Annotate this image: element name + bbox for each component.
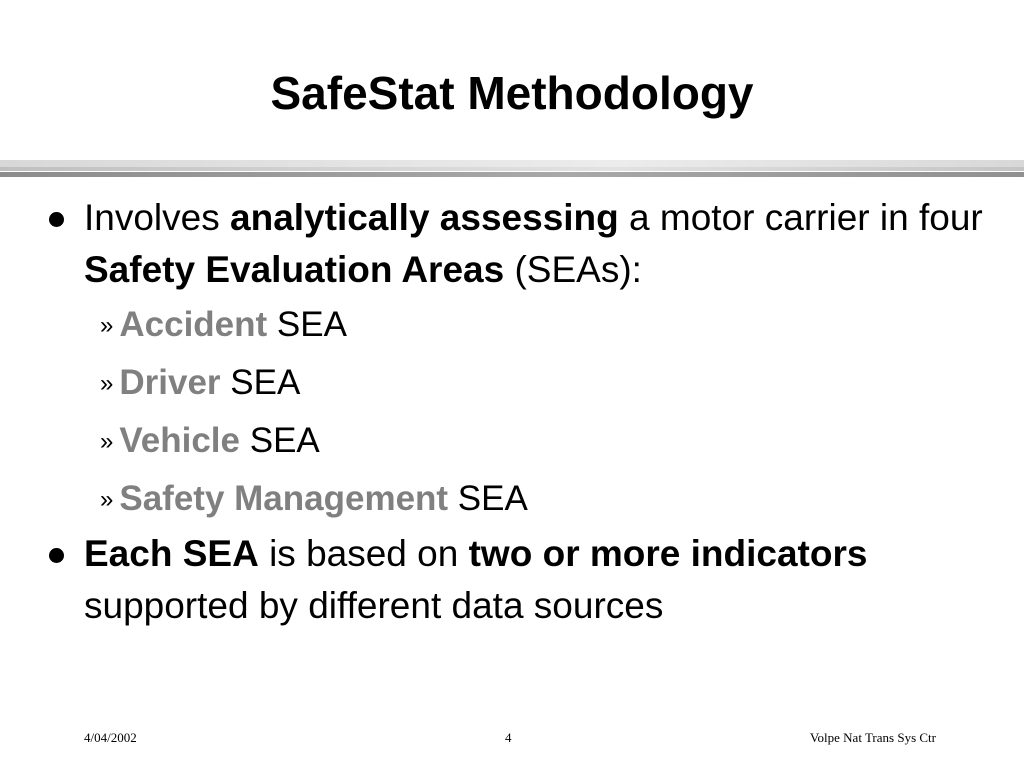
- bullet-item: [0, 192, 1024, 296]
- sub-marker-icon: »: [100, 428, 114, 455]
- sub-item-safety-management: [0, 470, 1024, 528]
- slide-title: SafeStat Methodology: [270, 67, 754, 119]
- slide-body: [0, 192, 1024, 632]
- footer-organization: Volpe Nat Trans Sys Ctr: [809, 730, 936, 745]
- sub-marker-icon: »: [100, 370, 114, 397]
- sub-item-text: SEA: [448, 479, 528, 518]
- sub-item-text: SEA: [267, 305, 347, 344]
- bullet-text: is based on: [258, 533, 469, 574]
- bullet-bold-text: two or more indicators: [468, 533, 868, 574]
- bullet-dot-icon: [49, 212, 64, 227]
- bullet-item: [0, 528, 1024, 632]
- bullet-text: (SEAs):: [504, 249, 642, 290]
- footer-date: 4/04/2002: [84, 730, 137, 745]
- bullet-bold-text: analytically assessing: [230, 197, 619, 238]
- sub-marker-icon: »: [100, 486, 114, 513]
- bullet-bold-text: Each SEA: [84, 533, 259, 574]
- sub-item-driver: [0, 354, 1024, 412]
- bullet-text: a motor carrier in four: [618, 197, 983, 238]
- sub-item-highlight: Driver: [119, 363, 221, 402]
- sub-item-text: SEA: [220, 363, 301, 402]
- sub-item-highlight: Accident: [119, 305, 268, 344]
- sub-item-highlight: Safety Management: [119, 479, 449, 518]
- bullet-text: Involves: [84, 197, 231, 238]
- sub-item-highlight: Vehicle: [119, 421, 240, 460]
- bullet-bold-text: Safety Evaluation Areas: [84, 249, 505, 290]
- sub-item-text: SEA: [240, 421, 320, 460]
- sub-item-accident: [0, 296, 1024, 354]
- bullet-dot-icon: [49, 548, 64, 563]
- sub-marker-icon: »: [100, 312, 114, 339]
- sub-item-vehicle: [0, 412, 1024, 470]
- slide-footer: [0, 730, 1024, 750]
- footer-page-number: 4: [505, 730, 512, 745]
- bullet-text: supported by different data sources: [84, 585, 664, 626]
- title-divider: [0, 157, 1024, 181]
